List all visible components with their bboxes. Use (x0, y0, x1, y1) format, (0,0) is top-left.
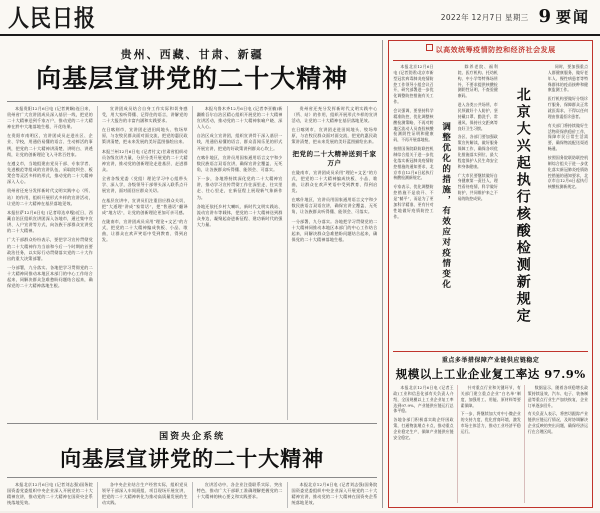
article-column-1 (7, 106, 93, 420)
feature-banner (393, 44, 588, 55)
paragraph: 一分部署，九分落实。各地把学习贯彻党的二十大精神同推动本地区本部门的中心工作结合起来，同解决群众急难愁盼问题结合起来，确保党的二十大精神落地生根。 (291, 218, 378, 242)
paragraph: 有关负责人表示，将密切跟踪产业链供应链运行情况，及时协调解决企业反映的突出问题，确保经济运行在合理区间。 (527, 411, 588, 435)
feature-column-2 (458, 64, 498, 348)
lower-column-1 (393, 385, 453, 503)
paragraph: 在陇南市，宣讲团成员采用“理论+文艺”的方式，把党的二十大精神编成快板、小品、歌曲，让群众在欢声笑语中受到教育、得到启发。 (101, 219, 188, 243)
paragraph: 在日喀则市，宣讲团走进田间地头、牧场草原，与农牧民群众面对面交流，把党的惠民政策讲清楚，把未来发展的美好蓝图描绘出来。 (101, 127, 188, 145)
lower-feature (393, 351, 588, 503)
masthead (0, 0, 600, 36)
paragraph: 在喀什地区，宣讲员用国家通用语言文字和少数民族语言双语宣讲，确保宣讲全覆盖、无死角，让各族群众听得懂、能领会、可落实。 (196, 154, 283, 173)
paragraph: 有关部门将持续做好生活物资保供稳价工作，保障市民日常生活需要，确保物流配送渠道畅通。 (547, 122, 588, 152)
paragraph: 同时，要加强重点人群健康服务，做好老年人、慢性病患者等特殊群体的疫苗接种和健康监测工作。 (547, 64, 588, 93)
feature-headline: 北京大兴起执行核酸检测新规定 (514, 87, 531, 325)
article-column-2 (97, 106, 188, 420)
paragraph: 本报兰州12月6日电 (记者付文)甘肃省组织动员各级宣讲力量，分层分类开展党的二十大精神宣讲，推动党的创新理论走进基层、走进群众。 (101, 148, 188, 173)
bottom-column-2 (97, 482, 188, 508)
bottom-article (7, 423, 377, 508)
feature-columns (393, 64, 588, 348)
paragraph: 按照国务院联防联控机制综合组关于进一步优化落实新冠肺炎疫情防控措施的通知要求，北京市自12月6日起执行核酸检测新规定。 (393, 146, 434, 181)
feature-column-3 (548, 64, 588, 348)
paragraph: 自治区成立宣讲团，组织宣讲骨干深入基层一线，用通俗易懂的语言、群众喜闻乐见的形式开展宣讲，把党的好政策讲到群众心坎上。 (196, 133, 283, 151)
feature-headline-column (501, 64, 545, 348)
article-subhead: 把党的二十大精神送到千家万户 (292, 149, 377, 167)
paragraph: 医疗机构要做好分级诊疗服务，保障群众正常就医需求，不得以任何理由推诿拒诊患者。 (547, 96, 588, 119)
page-content (0, 36, 600, 513)
page-number: 9 (538, 6, 551, 27)
paragraph: 广大干部群众纷纷表示，要把学习宣传贯彻党的二十大精神作为当前和今后一个时期的首要政治任务，以实际行动贯彻落实党的二十大作出的重大决策部署。 (7, 237, 93, 261)
paragraph: 全省各级党委（党组）理论学习中心组带头学、深入学，各级领导干部带头深入联系点开展宣讲，面对面回应群众关切。 (101, 176, 188, 194)
paragraph: 下一步，各地将持续深化党的二十大精神宣讲，推动学习宣传贯彻工作往深里走、往实里走、往心里走，在新征程上展现新气象新作为。 (196, 176, 283, 200)
paragraph: 宣讲活动中，各企业注重联系实际、突出特色，推动广大干部职工准确理解把握党的二十大精神的核心要义和实践要求。 (196, 482, 283, 500)
paragraph: 专家表示，优化调整防控措施不是放开、不是“躺平”，而是为了更加科学精准、更有针对性地做好疫情防控工作。 (393, 184, 434, 219)
paragraph: 在贵阳市南明区，宣讲团成员走进社区、企业、学校，用通俗易懂的语言、生动鲜活的事例，把党的二十大精神讲清楚、讲明白、讲透彻，让党的创新理论飞入寻常百姓家。 (7, 133, 93, 157)
paragraph: 一分部署，九分落实。各地把学习贯彻党的二十大精神同推动本地区本部门的中心工作结合起来，同解决群众急难愁盼问题结合起来，确保党的二十大精神落地生根。 (7, 264, 93, 289)
paragraph: 各地还依托乡村大喇叭、新时代文明实践站、流动宣讲车等载体，把党的二十大精神送到群众身边，凝聚起奋进新征程、建功新时代的强大力量。 (196, 203, 283, 228)
paragraph: 贵州省还充分发挥新时代文明实践中心（所、站）的作用，组织开展形式多样的宣讲活动，让党的二十大精神在基层落地见效。 (7, 188, 93, 206)
feature-banner-text: 以高效统筹疫情防控和经济社会发展 (435, 45, 556, 54)
paragraph: 在日喀则市，宣讲团走进田间地头、牧场草原，与农牧民群众面对面交流，把党的惠民政策讲清楚，把未来发展的美好蓝图描绘出来。 (291, 127, 378, 145)
paragraph: 下一步，将继续加大对中小微企业的支持力度，优化营商环境，激发市场主体活力，推动工业经济平稳运行。 (460, 411, 521, 435)
article-column-3 (192, 106, 283, 420)
paragraph: 本报乌鲁木齐12月6日电 (记者李亚楠)新疆维吾尔自治区精心组织开展党的二十大精神宣讲活动，推动党的二十大精神家喻户晓、深入人心。 (196, 105, 283, 130)
bottom-column-3 (192, 482, 283, 508)
lower-column-2 (457, 385, 521, 503)
headline-divider (7, 101, 377, 102)
paragraph: 宣讲团成员结合自身工作实际和切身感受，用大家听得懂、记得住的语言，讲解党的二十大报告的丰富内涵和实践要求。 (101, 105, 188, 124)
paragraph: 本报拉萨12月6日电 (记者琼达卓嘎)近日，西藏自治区组织宣讲团深入各地市，通过集中宣讲、入户宣讲等方式，向各族干部群众宣讲党的二十大精神。 (7, 209, 93, 234)
bottom-article-kicker: 国资央企系统 (159, 432, 226, 442)
lower-feature-headline: 规模以上工业企业复工率达 97.9% (395, 367, 586, 381)
feature-column-1 (393, 64, 433, 348)
section-title: 要闻 (555, 7, 590, 26)
paragraph: 本报北京12月6日电 (记者贺勇)北京市新型冠状病毒肺炎疫情防控工作领导小组会议召开，研究部署进一步优化调整防控措施有关工作。 (393, 64, 434, 105)
bottom-article-headline: 向基层宣讲党的二十大精神 (60, 446, 325, 471)
bottom-column-1 (7, 482, 93, 508)
paragraph: 数据显示，随着各项稳增长政策持续显效，汽车、电子、装备制造等重点行业生产加快恢复，企业订单逐步回升。 (527, 385, 588, 408)
feature-subtitle-column (437, 64, 455, 348)
paragraph: 本报北京12月6日电 (记者刘志强)国务院国资委党委组织中央企业深入开展党的二十大精神宣讲，推动党的二十大精神在国资央企系统落地见效。 (291, 482, 378, 506)
feature-box (388, 40, 593, 508)
paragraph: 进入各类公共场所，市民须做好个人防护，坚持戴口罩、勤洗手、常通风、保持社交距离等良好卫生习惯。 (457, 102, 498, 131)
publication-date: 2022年 12月7日 星期三 (440, 12, 529, 22)
bottom-column-4 (287, 482, 378, 508)
lower-feature-kicker: 重点多举措保障产业链供应链稳定 (441, 357, 540, 364)
feature-subtitle: 调整优化的措施，有效应对疫情变化 (440, 122, 451, 290)
paragraph: 按照国务院联防联控机制综合组关于进一步优化落实新冠肺炎疫情防控措施的通知要求，北京市自12月6日起执行核酸检测新规定。 (547, 155, 588, 190)
lower-feature-columns (393, 385, 588, 503)
paragraph: 在基层宣讲中，宣讲员们注重回应群众关切，把“大道理”讲成“家常话”，把“普通话”翻译成“地方话”，让党的创新理论更加可亲可感。 (101, 197, 188, 215)
main-article-columns (7, 106, 377, 420)
paragraph: 各中央企业结合生产经营实际，组织党员领导干部深入车间班组、项目现场开展宣讲，把党的二十大精神转化为推动高质量发展的生动实践。 (101, 482, 188, 506)
paragraph: 除养老院、福利院、医疗机构、托幼机构、中小学等特殊场所外，不要求提供核酸检测阴性证明，不查验健康码。 (457, 64, 498, 99)
feature-divider (393, 60, 588, 61)
newspaper-logo: 人民日报 (8, 2, 96, 31)
main-article-headline: 向基层宣讲党的二十大精神 (36, 64, 349, 93)
bottom-headline-divider (7, 477, 377, 478)
paragraph: 贵州省还充分发挥新时代文明实践中心（所、站）的作用，组织开展形式多样的宣讲活动，让党的二十大精神在基层落地见效。 (291, 105, 378, 124)
paragraph: 各地各部门积极落实助企纾困政策，打通物流堵点卡点，推动重点企业稳定生产，保障产业链供应链安全稳定。 (393, 417, 454, 440)
paragraph: 会议强调，要坚持科学精准防控，优化调整核酸检测策略，不再对跨地区流动人员查验核酸检测阴性证明和健康码，不再开展落地检。 (393, 108, 434, 143)
square-bullet-icon (426, 44, 433, 51)
paragraph: 本报贵阳12月6日电 (记者黄娴)连日来，贵州省广大宣讲团成员深入基层一线，把党的二十大精神送到千家万户，推动党的二十大精神在黔中大地落地生根、开花结果。 (7, 105, 93, 130)
left-zone (7, 40, 382, 508)
paragraph: 广大市民要继续做好自身健康第一责任人，理性看待疫情，科学做好防护，共同维护来之不易的防控成果。 (457, 172, 498, 202)
right-zone (382, 40, 593, 508)
paragraph: 在喀什地区，宣讲员用国家通用语言文字和少数民族语言双语宣讲，确保宣讲全覆盖、无死角，让各族群众听得懂、能领会、可落实。 (291, 197, 378, 215)
paragraph: 在陇南市，宣讲团成员采用“理论+文艺”的方式，把党的二十大精神编成快板、小品、歌曲，让群众在欢声笑语中受到教育、得到启发。 (291, 169, 378, 194)
lower-column-3 (524, 385, 588, 503)
paragraph: 本报北京12月6日电 (记者刘志强)国务院国资委党委组织中央企业深入开展党的二十大精神宣讲，推动党的二十大精神在国资央企系统落地见效。 (7, 482, 93, 506)
paragraph: 本报北京12月6日电 (记者王政)工业和信息化部有关负责人介绍，全国规模以上工业企业复工率达到97.9%，产业链供应链运行总体平稳。 (393, 385, 454, 414)
paragraph: 在遵义市，当地组建由党员干部、专家学者、先进模范等组成的宣讲队伍，采取院坝会、板凳会等灵活多样的形式，推动党的二十大精神深入人心。 (7, 160, 93, 185)
paragraph: 各区、各部门要加强政策宣传解读，做好服务保障工作，确保各项优化措施落实到位，最大程度保护人民生命安全和身体健康。 (457, 134, 498, 169)
article-column-4 (287, 106, 378, 420)
bottom-article-columns (7, 482, 377, 508)
paragraph: 针对重点行业和关键环节，有关部门建立重点企业“白名单”制度，加强用工、用能、原材料等要素保障。 (460, 385, 521, 408)
main-article-kicker: 贵州、西藏、甘肃、新疆 (120, 48, 264, 61)
